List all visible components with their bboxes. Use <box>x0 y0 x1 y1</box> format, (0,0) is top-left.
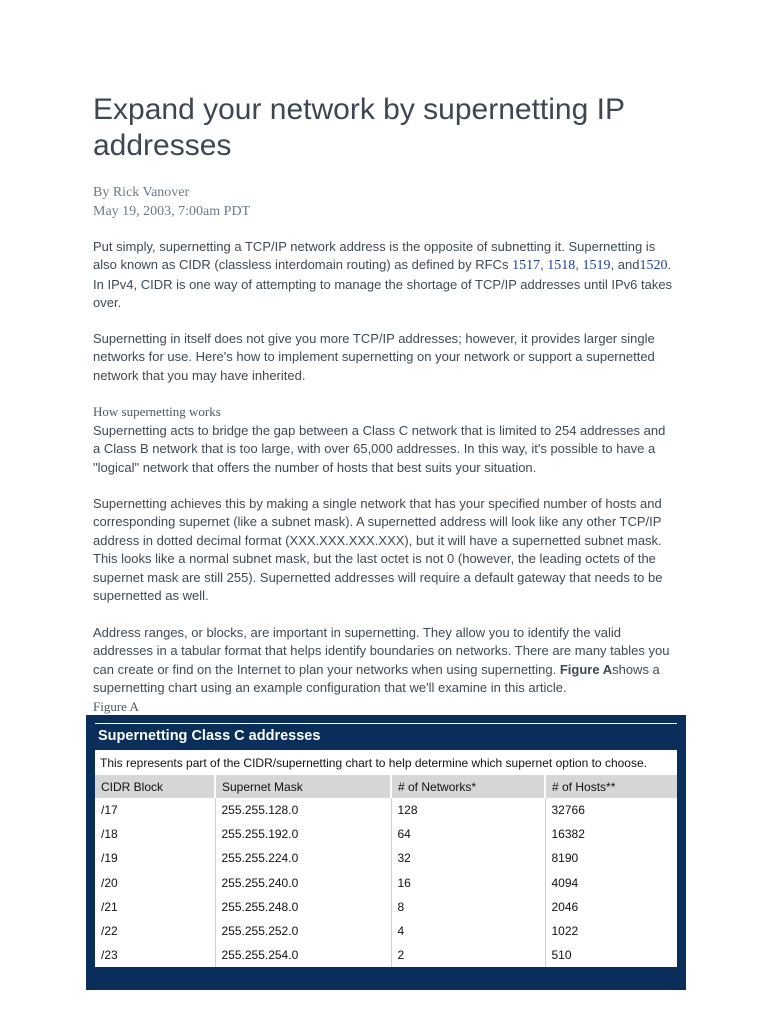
section-heading: How supernetting works <box>93 404 221 419</box>
table-cell: 32766 <box>551 803 585 818</box>
table-cell: 1022 <box>551 924 579 939</box>
rfc-1519-link[interactable]: 1519 <box>582 258 611 274</box>
table-row <box>95 798 677 822</box>
paragraph-supernetting-intro: Supernetting in itself does not give you more TCP/IP addresses; however, it provides larger single networks for use. Here's how to implement supernetting on your network or support a supernetted network that you may have inherited. <box>93 331 655 383</box>
table-cell: 255.255.240.0 <box>215 871 391 895</box>
column-header: # of Hosts** <box>545 775 677 798</box>
publish-date: May 19, 2003, 7:00am PDT <box>93 204 251 219</box>
paragraph-address-ranges: Address ranges, or blocks, are important in supernetting. They allow you to identify the valid addresses in a tabular format that helps identify boundaries on networks. There are many tables you can create or find on the Internet to plan your networks when using supernetting. Figure Ashows a supernetting chart using an example configuration that we'll examine in this article. <box>93 625 670 696</box>
table-row <box>95 822 677 846</box>
table-cell: /20 <box>95 871 215 895</box>
table-cell: 32 <box>391 846 545 870</box>
rfc-1518-link[interactable]: 1518 <box>547 258 576 274</box>
figure-caption: This represents part of the CIDR/supernetting chart to help determine which supernet option to choose. <box>100 756 647 770</box>
table-cell: 64 <box>391 822 545 846</box>
rfc-1520-link[interactable]: 1520 <box>639 258 668 274</box>
table-cell: 4 <box>391 919 545 943</box>
table-row <box>95 919 677 943</box>
table-cell: /22 <box>95 919 215 943</box>
column-header: CIDR Block <box>95 775 215 798</box>
table-row <box>95 846 677 870</box>
paragraph-intro: Put simply, supernetting a TCP/IP network address is the opposite of subnetting it. Supernetting is also known as CIDR (classless interdomain routing) as defined by RFCs 1517, 1518, 1519, and1520. In IPv4, CIDR is one way of attempting to manage the shortage of TCP/IP addresses until IPv6 takes over. <box>93 239 673 311</box>
table-row <box>95 871 677 895</box>
paragraph-achieves: Supernetting achieves this by making a single network that has your specified number of hosts and corresponding supernet (like a subnet mask). A supernetted address will look like any other TCP/IP address in dotted decimal format (XXX.XXX.XXX.XXX), but it will have a supernetted subnet mask. This looks like a normal subnet mask, but the last octet is not 0 (however, the leading octets of the supernet mask are still 255). Supernetted addresses will require a default gateway that needs to be supernetted as well. <box>93 496 663 604</box>
figure-a <box>86 715 686 990</box>
table-cell: 255.255.192.0 <box>215 822 391 846</box>
table-cell: /23 <box>95 943 215 967</box>
table-cell: /18 <box>95 822 215 846</box>
figure-label: Figure A <box>93 699 139 714</box>
table-cell: 255.255.252.0 <box>215 919 391 943</box>
figure-a-reference: Figure A <box>559 661 613 677</box>
table-cell: 8 <box>391 895 545 919</box>
table-cell: 255.255.128.0 <box>215 798 391 822</box>
table-cell: 16 <box>391 871 545 895</box>
supernetting-table <box>95 775 677 967</box>
paragraph-how-it-works: Supernetting acts to bridge the gap between a Class C network that is limited to 254 addresses and a Class B network that is too large, with over 65,000 addresses. In this way, it's possible to have a "logical" network that offers the number of hosts that best suits your situation. <box>93 423 666 475</box>
byline <box>93 183 250 221</box>
table-cell: 255.255.254.0 <box>215 943 391 967</box>
table-cell: 2 <box>391 943 545 967</box>
table-cell: /17 <box>95 798 215 822</box>
figure-header: Supernetting Class C addresses <box>95 723 677 748</box>
table-cell: 8190 <box>551 851 579 866</box>
table-cell: 16382 <box>551 827 585 842</box>
table-cell: 4094 <box>551 875 579 890</box>
page-title: Expand your network by supernetting IP addresses <box>93 93 625 162</box>
column-header: Supernet Mask <box>215 775 391 798</box>
table-cell: 510 <box>551 948 572 963</box>
table-cell: /19 <box>95 846 215 870</box>
table-cell: 255.255.248.0 <box>215 895 391 919</box>
figure-content <box>95 750 677 967</box>
table-row <box>95 895 677 919</box>
table-row <box>95 943 677 967</box>
table-cell: 128 <box>391 798 545 822</box>
table-header-row <box>95 775 677 798</box>
rfc-1517-link[interactable]: 1517 <box>512 258 541 274</box>
author: By Rick Vanover <box>93 185 190 200</box>
table-cell: 2046 <box>551 899 579 914</box>
table-cell: /21 <box>95 895 215 919</box>
table-cell: 255.255.224.0 <box>215 846 391 870</box>
column-header: # of Networks* <box>391 775 545 798</box>
